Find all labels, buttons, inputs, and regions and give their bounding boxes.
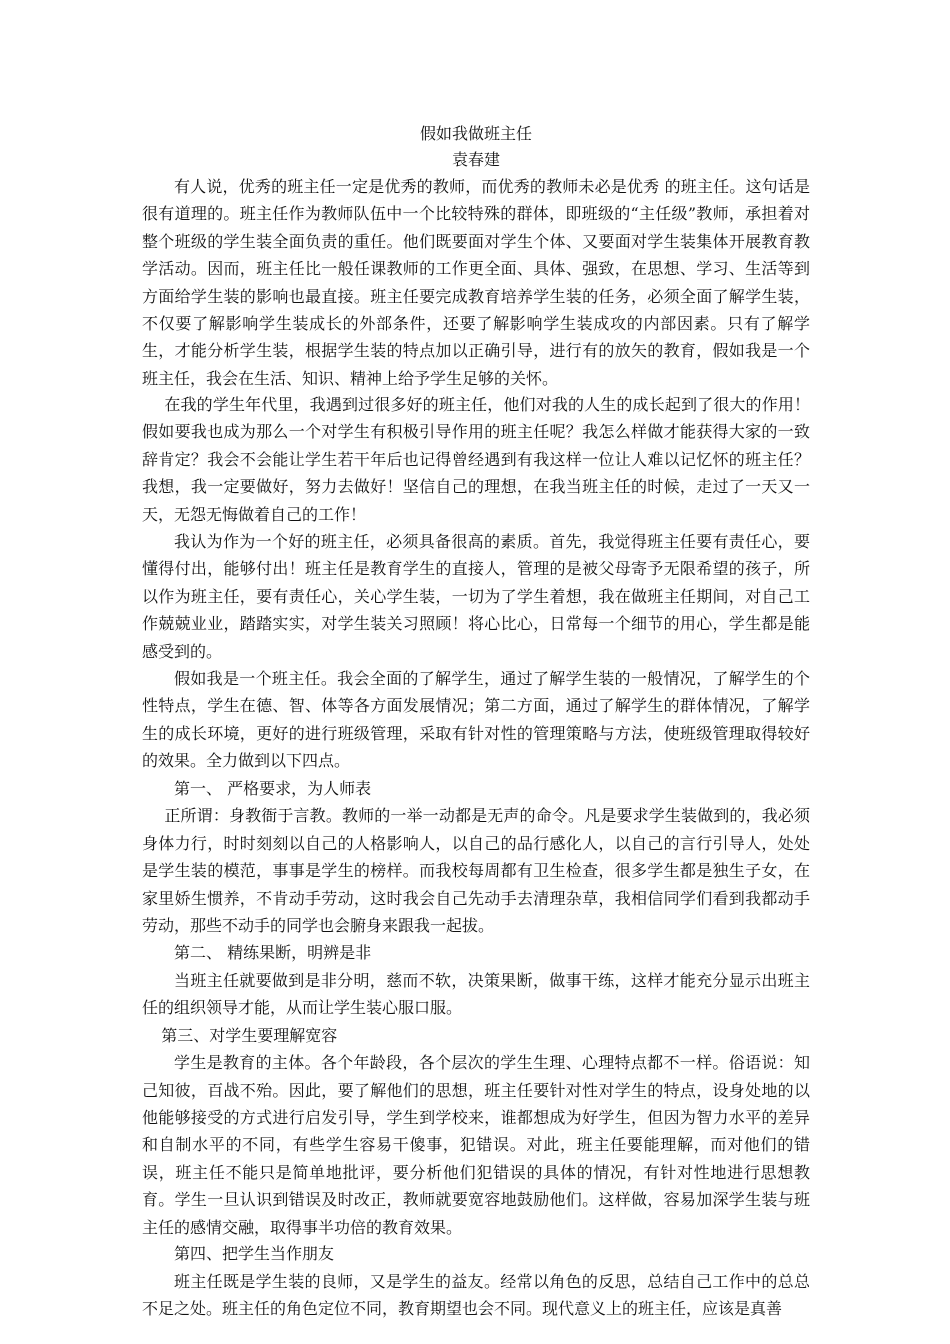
paragraph: 学生是教育的主体。各个年龄段，各个层次的学生生理、心理特点都不一样。俗语说：知己知彼，百战不殆。因此，要了解他们的思想，班主任要针对性对学生的特点，设身处地的以他能够接受的方式进行启发引导，学生到学校来，谁都想成为好学生，但因为智力水平的差异和自制水平的不同，有些学生容易干傻事，犯错误。对此，班主任要能理解，而对他们的错误，班主任不能只是简单地批评，要分析他们犯错误的具体的情况，有针对性地进行思想教育。学生一旦认识到错误及时改正，教师就要宽容地鼓励他们。这样做，容易加深学生装与班主任的感情交融，取得事半功倍的教育效果。	[142, 1053, 810, 1237]
paragraph: 有人说，优秀的班主任一定是优秀的教师，而优秀的教师未必是优秀 的班主任。这句话是很有道理的。班主任作为教师队伍中一个比较特殊的群体，即班级的“主任级”教师，承担着对整个班级的学生装全面负责的重任。他们既要面对学生个体、又要面对学生装集体开展教育教学活动。因而，班主任比一般任课教师的工作更全面、具体、强致，在思想、学习、生活等到方面给学生装的影响也最直接。班主任要完成教育培养学生装的任务，必须全面了解学生装，不仅要了解影响学生装成长的外部条件，还要了解影响学生装成攻的内部因素。只有了解学生，才能分析学生装，根据学生装的特点加以正确引导，进行有的放矢的教育，假如我是一个班主任，我会在生活、知识、精神上给予学生足够的关怀。	[142, 177, 810, 388]
paragraph: 班主任既是学生装的良师，又是学生的益友。经常以角色的反思，总结自己工作中的总总不足之处。班主任的角色定位不同，教育期望也会不同。现代意义上的班主任，应该是真善	[142, 1271, 810, 1318]
section-heading: 第二、 精练果断，明辨是非	[174, 943, 372, 963]
section-heading: 第四、把学生当作朋友	[174, 1244, 335, 1264]
document-title: 假如我做班主任	[419, 124, 532, 143]
paragraph: 当班主任就要做到是非分明，慈而不软，决策果断，做事干练，这样才能充分显示出班主任的组织领导才能，从而让学生装心服口服。	[142, 970, 810, 1018]
paragraph: 我认为作为一个好的班主任，必须具备很高的素质。首先，我觉得班主任要有责任心，要懂得付出，能够付出！班主任是教育学生的直接人，管理的是被父母寄予无限希望的孩子，所以作为班主任，要有责任心，关心学生装，一切为了学生着想，我在做班主任期间，对自己工作兢兢业业，踏踏实实，对学生装关习照顾！将心比心，日常每一个细节的用心，学生都是能感受到的。	[142, 532, 810, 661]
section-heading: 第三、对学生要理解宽容	[161, 1025, 338, 1045]
paragraph: 正所谓：身教衙于言教。教师的一举一动都是无声的命令。凡是要求学生装做到的，我必须身体力行，时时刻刻以自己的人格影响人，以自己的品行感化人，以自己的言行引导人，处处是学生装的模范，事事是学生的榜样。而我校每周都有卫生检查，很多学生都是独生子女，在家里娇生惯养，不肯动手劳动，这时我会自己先动手去清理杂草，我相信同学们看到我都动手劳动，那些不动手的同学也会腑身来跟我一起拔。	[142, 806, 810, 936]
section-heading: 第一、 严格要求，为人师表	[174, 779, 372, 798]
paragraph: 假如我是一个班主任。我会全面的了解学生，通过了解学生装的一般情况，了解学生的个性特点，学生在德、智、体等各方面发展情况；第二方面，通过了解学生的群体情况，了解学生的成长环境，更好的进行班级管理，采取有针对性的管理策略与方法，使班级管理取得较好的效果。全力做到以下四点。	[142, 669, 810, 771]
document-author: 袁春建	[451, 150, 500, 169]
paragraph: 在我的学生年代里，我遇到过很多好的班主任，他们对我的人生的成长起到了很大的作用！假如要我也成为那么一个对学生有积极引导作用的班主任呢？我怎么样做才能获得大家的一致辞肯定？我会不会能让学生若干年后也记得曾经遇到有我这样一位让人难以记忆怀的班主任？我想，我一定要做好，努力去做好！坚信自己的理想，在我当班主任的时候，走过了一天又一天，无怨无悔做着自己的工作！	[142, 395, 810, 524]
document-body	[142, 121, 810, 1323]
